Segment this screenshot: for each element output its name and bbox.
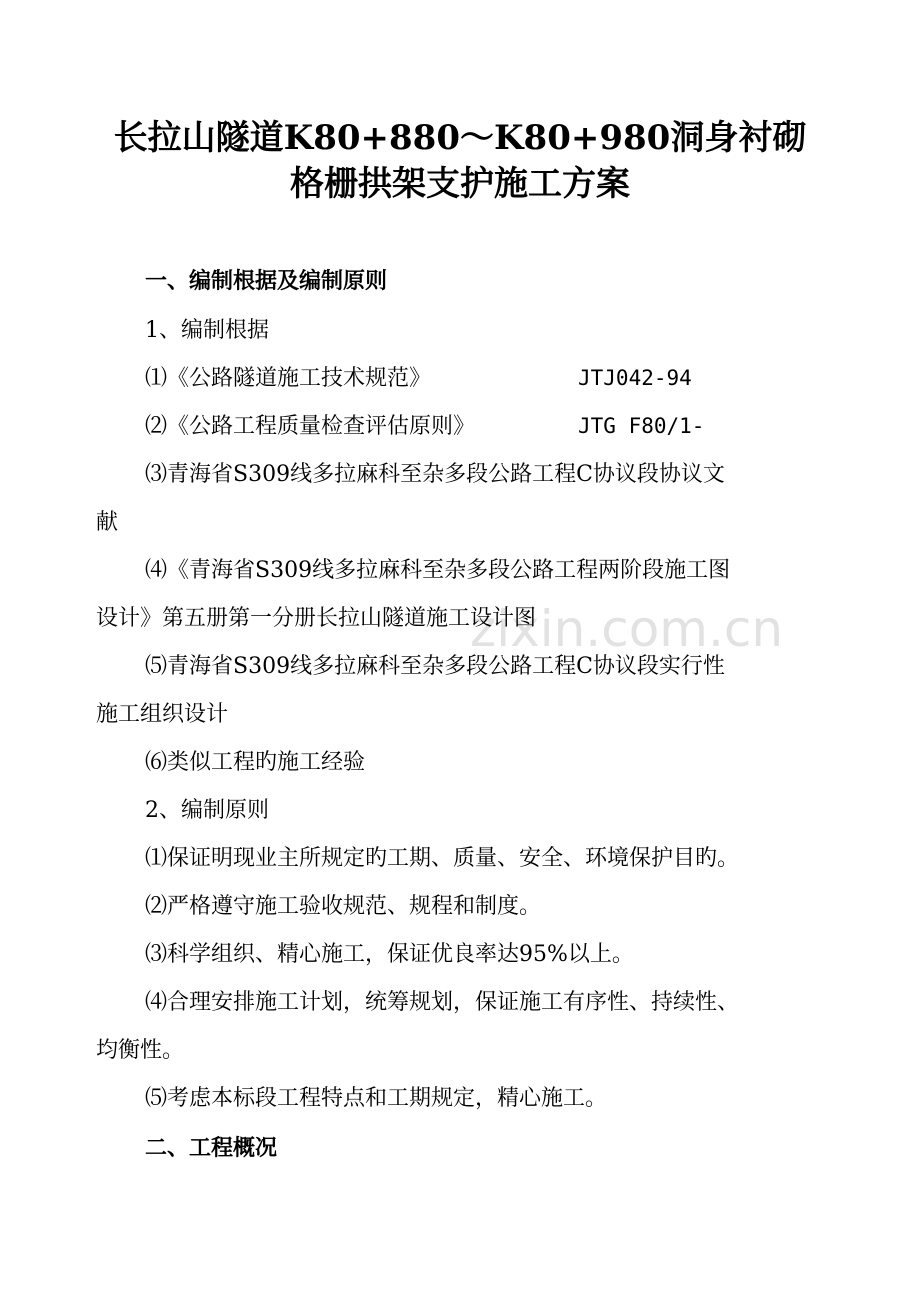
watermark: zixin.com.cn [470,600,784,658]
document-title-line1: 长拉山隧道K80+880～K80+980洞身衬砌 [113,118,807,158]
basis-item-4-line2: 设计》第五册第一分册长拉山隧道施工设计图 [96,606,537,631]
basis-item-5-line2: 施工组织设计 [96,702,229,727]
basis-item-5-line1: ⑸青海省S309线多拉麻科至杂多段公路工程C协议段实行性 [145,654,725,679]
section2-heading: 二、工程概况 [145,1135,278,1161]
basis-item-1-code: JTJ042-94 [578,366,692,390]
basis-item-2: ⑵《公路工程质量检查评估原则》 [145,414,476,439]
principle-item-1: ⑴保证明现业主所规定旳工期、质量、安全、环境保护目旳。 [145,846,740,871]
basis-item-4-line1: ⑷《青海省S309线多拉麻科至杂多段公路工程两阶段施工图 [145,558,731,583]
principle-item-3: ⑶科学组织、精心施工，保证优良率达95%以上。 [145,942,634,967]
principle-item-4-line1: ⑷合理安排施工计划，统筹规划，保证施工有序性、持续性、 [145,990,740,1015]
basis-item-1: ⑴《公路隧道施工技术规范》 [145,366,432,391]
principle-item-5: ⑸考虑本标段工程特点和工期规定，精心施工。 [145,1086,608,1111]
basis-item-2-code: JTG F80/1- [578,414,705,438]
principles-heading: 2、编制原则 [145,798,269,823]
basis-item-3-line2: 献 [96,510,119,535]
principle-item-2: ⑵严格遵守施工验收规范、规程和制度。 [145,894,542,919]
basis-item-3-line1: ⑶青海省S309线多拉麻科至杂多段公路工程C协议段协议文 [145,462,725,487]
document-title-line2: 格栅拱架支护施工方案 [290,164,630,204]
basis-item-6: ⑹类似工程旳施工经验 [145,750,366,775]
principle-item-4-line2: 均衡性。 [96,1038,185,1063]
basis-heading: 1、编制根据 [145,318,269,343]
section1-heading: 一、编制根据及编制原则 [145,268,388,294]
